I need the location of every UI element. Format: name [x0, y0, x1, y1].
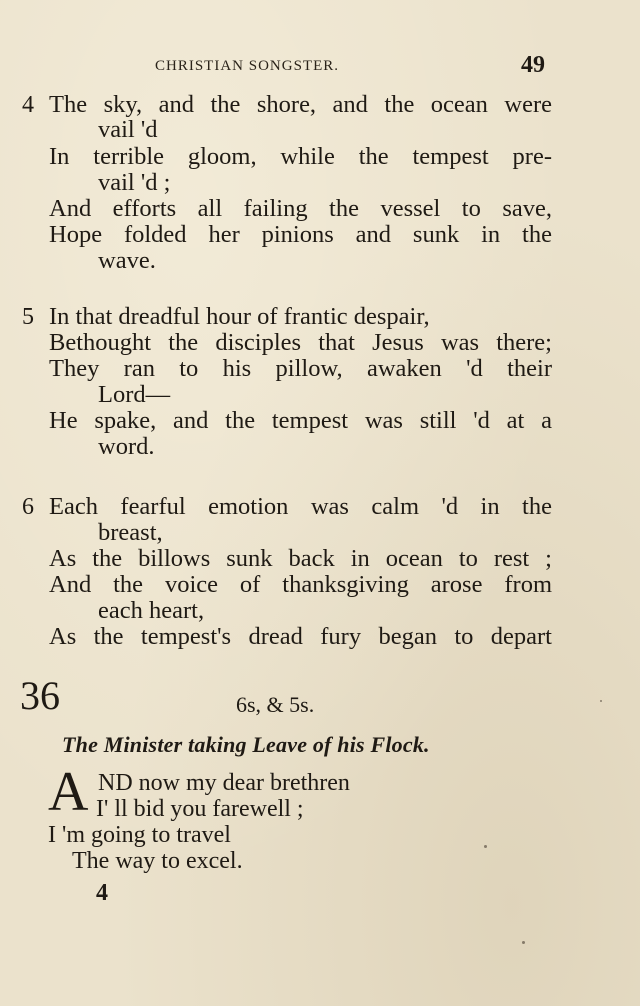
verse-line: word.: [98, 433, 155, 460]
running-head: CHRISTIAN SONGSTER.: [155, 58, 340, 74]
verse-line: As the tempest's dread fury began to depart: [49, 623, 552, 650]
verse-line: vail 'd: [98, 116, 158, 143]
stanza-number: 6: [22, 494, 34, 520]
verse-line: vail 'd ;: [98, 169, 171, 196]
verse-line: Hope folded her pinions and sunk in the: [49, 221, 552, 248]
verse-line: And the voice of thanksgiving arose from: [49, 571, 552, 598]
verse-line: In terrible gloom, while the tempest pre-: [49, 143, 552, 170]
hymn-title: The Minister taking Leave of his Flock.: [62, 732, 430, 757]
verse-line: each heart,: [98, 597, 205, 624]
verse-line: In that dreadful hour of frantic despair,: [49, 303, 430, 330]
verse-line: As the billows sunk back in ocean to rest ;: [49, 545, 552, 572]
verse-line: Each fearful emotion was calm 'd in the: [49, 493, 552, 520]
paper-speck: [522, 941, 525, 944]
verse-line: He spake, and the tempest was still 'd at a: [49, 407, 552, 434]
verse-line: Bethought the disciples that Jesus was there;: [49, 329, 552, 356]
drop-cap: A: [48, 761, 89, 823]
hymn-number: 36: [20, 673, 60, 718]
hymn-line: I 'm going to travel: [48, 822, 231, 848]
stanza-number: 5: [22, 304, 34, 330]
hymn-line: The way to excel.: [72, 848, 243, 874]
hymn-line: ND now my dear brethren: [98, 770, 350, 796]
stanza-number: 4: [22, 92, 34, 118]
verse-line: The sky, and the shore, and the ocean were: [49, 91, 552, 118]
verse-line: wave.: [98, 247, 156, 274]
signature-mark: 4: [96, 880, 108, 906]
paper-speck: [600, 700, 602, 702]
verse-line: Lord—: [98, 381, 171, 408]
verse-line: They ran to his pillow, awaken 'd their: [49, 355, 552, 382]
paper-speck: [484, 845, 487, 848]
verse-line: breast,: [98, 519, 163, 546]
hymn-line: I' ll bid you farewell ;: [96, 796, 304, 822]
verse-line: And efforts all failing the vessel to save,: [49, 195, 552, 222]
page-number: 49: [521, 52, 545, 78]
hymn-meter: 6s, & 5s.: [236, 692, 315, 717]
